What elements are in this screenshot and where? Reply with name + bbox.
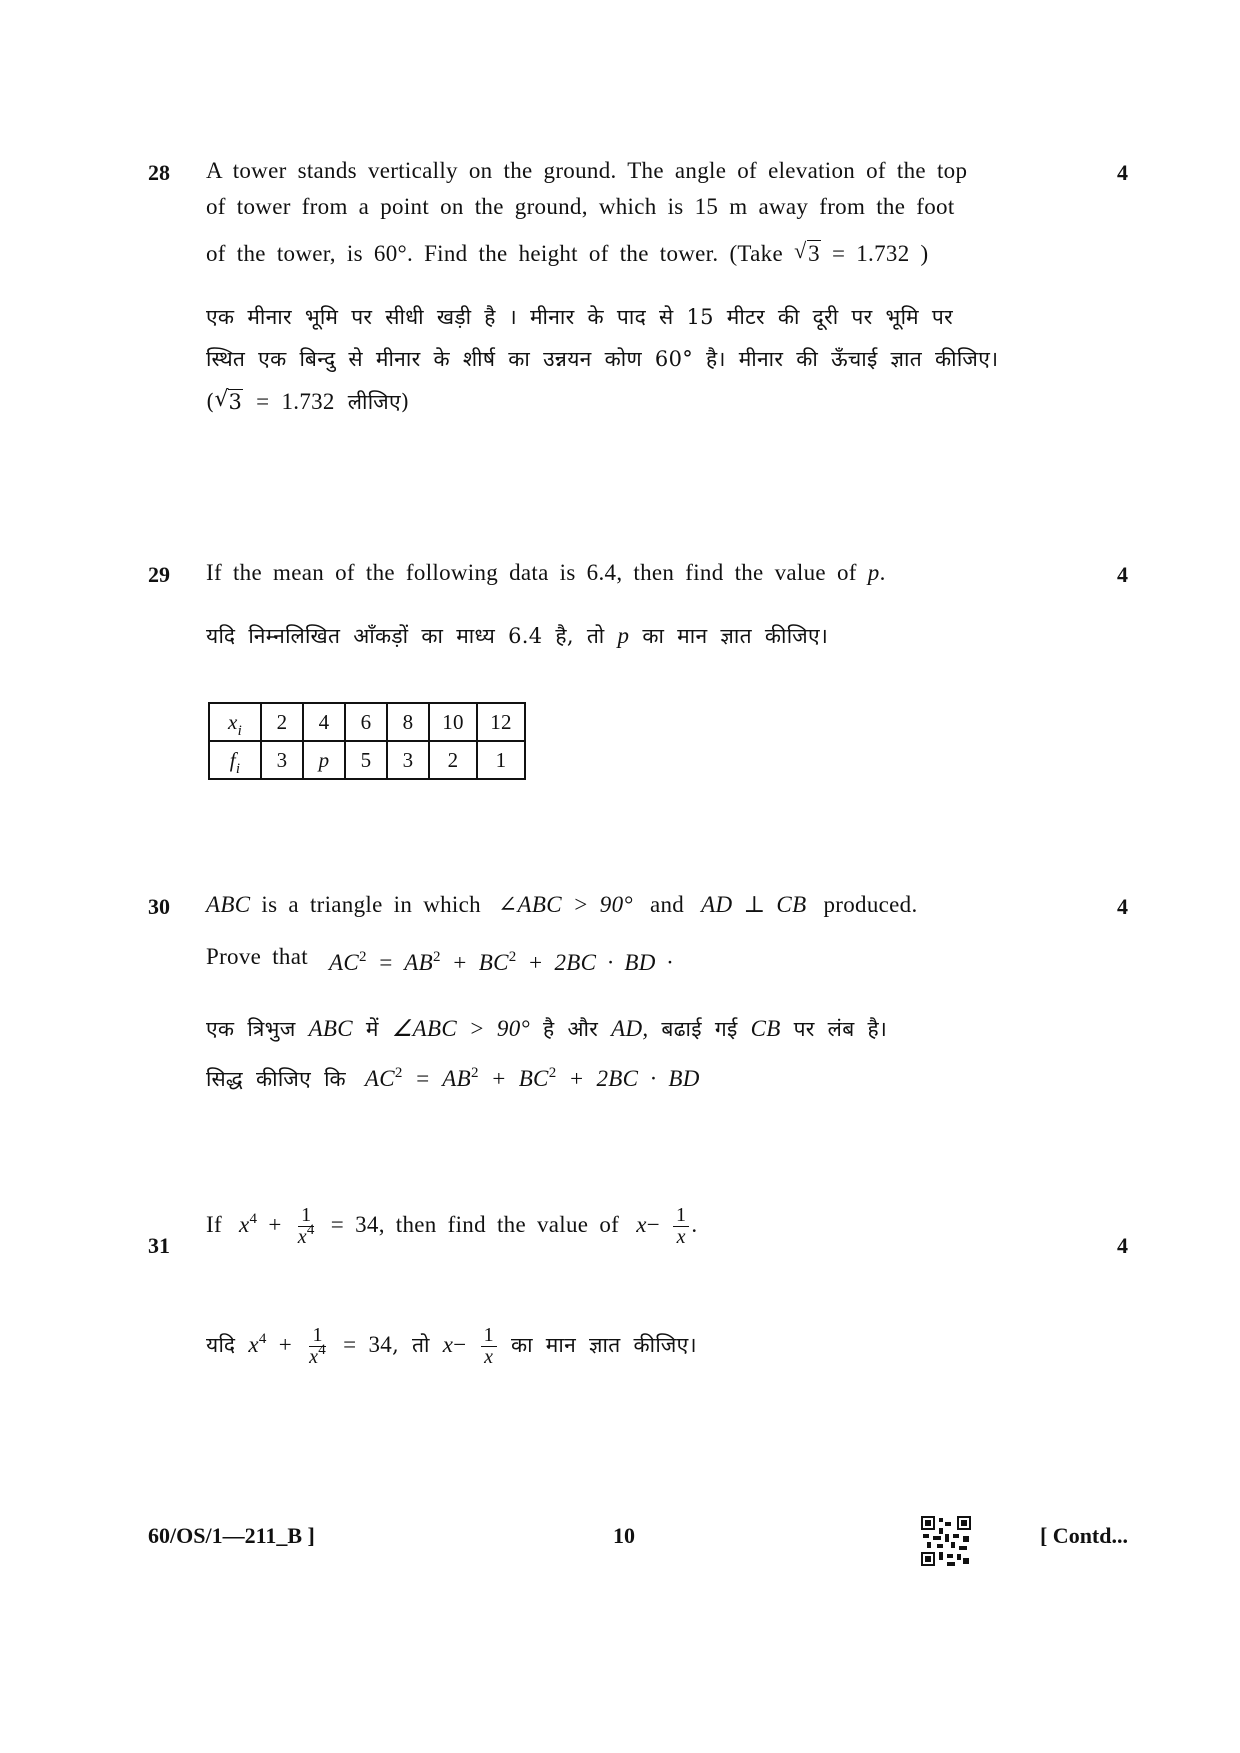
table-cell: 6	[345, 703, 387, 741]
hindi-text-line: सिद्ध कीजिए कि $AC^2 = AB^2 + BC^2 + 2BC$ · BD	[206, 1065, 700, 1091]
table-cell: 2	[261, 703, 303, 741]
equation: $x^4$ + $\frac{1}{x^4}$ = 34	[248, 1324, 393, 1368]
continued-label: [ Contd...	[1039, 1523, 1128, 1548]
table-cell: 12	[477, 703, 525, 741]
hindi-text-line: स्थित एक बिन्दु से मीनार के शीर्ष का उन्नयन कोण 60° है। मीनार की ऊँचाई ज्ञात कीजिए।	[206, 347, 999, 371]
question-number: 30	[148, 894, 170, 919]
sqrt-argument: 3	[808, 241, 820, 266]
question-31	[148, 1205, 1128, 1405]
hindi-text-line	[206, 388, 409, 416]
table-cell: p	[303, 741, 345, 779]
paper-code: 60/OS/1—211_B ]	[148, 1523, 315, 1548]
hindi-text: यदि निम्नलिखित आँकड़ों का माध्य 6.4 है, तो	[206, 624, 605, 648]
question-text-line: of tower from a point on the ground, which is 15 m away from the foot	[206, 194, 955, 219]
question-text-line: If the mean of the following data is 6.4, then find the value of p.	[206, 560, 886, 585]
question-29	[148, 560, 1128, 790]
sqrt-value: = 1.732 )	[831, 241, 929, 266]
table-header-cell: $x_i$	[209, 703, 261, 741]
table-cell: 8	[387, 703, 429, 741]
equation: $AC^2 = AB^2 + BC^2 + 2BC$ · BD	[364, 1065, 700, 1091]
table-cell: 10	[429, 703, 477, 741]
question-number: 28	[148, 160, 170, 185]
sqrt-value: = 1.732	[256, 389, 335, 414]
question-marks: 4	[1117, 894, 1128, 919]
table-cell: 1	[477, 741, 525, 779]
hindi-tail: लीजिए)	[347, 390, 410, 414]
fraction: $\frac{1}{x}$	[481, 1325, 497, 1368]
fraction: $\frac{1}{x^4}$	[309, 1324, 327, 1368]
question-text: of the tower, is 60°. Find the height of the tower. (Take	[206, 241, 783, 266]
page-footer	[148, 1523, 1128, 1583]
question-text-line	[206, 238, 929, 267]
table-row	[209, 741, 525, 779]
question-28	[148, 158, 1128, 418]
fraction: $\frac{1}{x}$	[673, 1205, 689, 1248]
question-marks: 4	[1117, 160, 1128, 185]
variable-p: p	[867, 560, 880, 585]
question-text-line: If $x^4$ + $\frac{1}{x^4}$ = 34, then find the value of x− $\frac{1}{x}$ .	[206, 1204, 698, 1248]
sqrt-argument: 3	[228, 390, 243, 414]
hindi-text-line	[206, 622, 828, 650]
question-text-line: ABC is a triangle in which ∠ABC > 90° and AD ⊥ CB produced.	[206, 892, 918, 917]
sqrt-expression: √ 3	[214, 387, 243, 414]
open-paren: (	[206, 390, 215, 414]
question-text-line: A tower stands vertically on the ground. The angle of elevation of the top	[206, 158, 968, 183]
data-table-wrapper	[208, 702, 526, 780]
table-cell: 2	[429, 741, 477, 779]
question-text-line: Prove that $AC^2 = AB^2 + BC^2 + 2BC$ · BD ·	[206, 944, 673, 975]
table-row	[209, 703, 525, 741]
question-marks: 4	[1117, 1233, 1128, 1258]
hindi-text-line: यदि $x^4$ + $\frac{1}{x^4}$ = 34, तो x− $\frac{1}{x}$ का मान ज्ञात कीजिए।	[206, 1324, 697, 1368]
fraction: $\frac{1}{x^4}$	[297, 1204, 315, 1248]
table-cell: 4	[303, 703, 345, 741]
equation: x− $\frac{1}{x}$	[443, 1332, 511, 1357]
qr-code-icon	[921, 1516, 971, 1566]
table-cell: 3	[261, 741, 303, 779]
sqrt-expression: √ 3	[794, 238, 820, 266]
equation: $AC^2 = AB^2 + BC^2 + 2BC$ · BD ·	[328, 949, 673, 975]
frequency-table	[208, 702, 526, 780]
page-number: 10	[613, 1523, 635, 1548]
question-marks: 4	[1117, 562, 1128, 587]
hindi-text: का मान ज्ञात कीजिए।	[642, 624, 829, 648]
table-header-cell: $f_i$	[209, 741, 261, 779]
question-number: 29	[148, 562, 170, 587]
question-text: If the mean of the following data is 6.4, then find the value of	[206, 560, 857, 585]
table-cell: 5	[345, 741, 387, 779]
hindi-text-line: एक त्रिभुज ABC में ∠ABC > 90° है और AD, बढाई गई CB पर लंब है।	[206, 1016, 888, 1041]
hindi-text-line: एक मीनार भूमि पर सीधी खड़ी है । मीनार के पाद से 15 मीटर की दूरी पर भूमि पर	[206, 305, 953, 329]
table-cell: 3	[387, 741, 429, 779]
variable-p: p	[617, 623, 630, 648]
question-30	[148, 892, 1128, 1112]
question-number: 31	[148, 1233, 170, 1258]
